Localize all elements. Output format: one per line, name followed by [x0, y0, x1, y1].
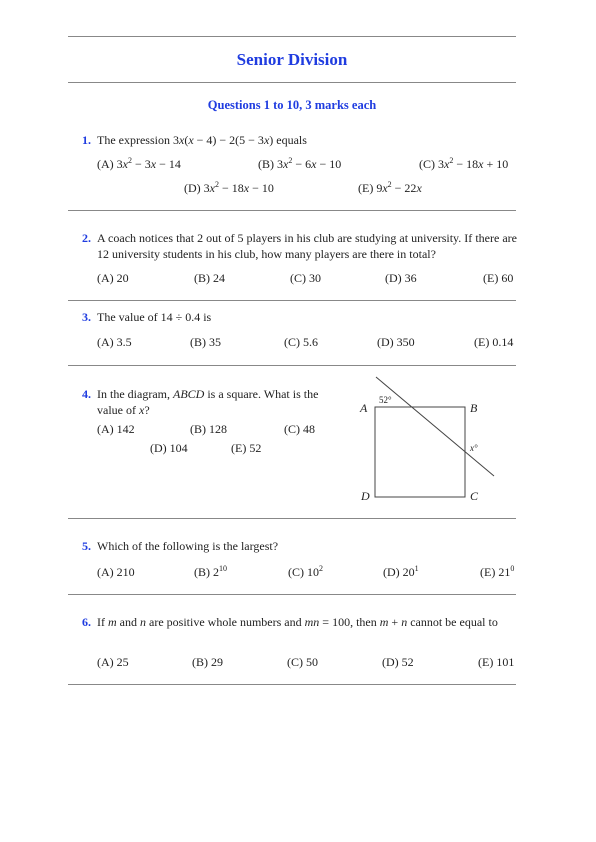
option-c[interactable]: (C) 30 — [290, 271, 321, 285]
option-e[interactable]: (E) 52 — [231, 441, 262, 455]
question-text: The expression 3x(x − 4) − 2(5 − 3x) equals — [97, 133, 307, 147]
vertex-label-a: A — [360, 401, 368, 415]
option-e[interactable]: (E) 0.14 — [474, 335, 514, 349]
question-number: 2. — [82, 231, 91, 245]
option-c[interactable]: (C) $10^2$ — [288, 564, 323, 579]
question-text: A coach notices that 2 out of 5 players in his club are studying at university. If there are 12 university students in his club, how many players are there in total? — [97, 231, 517, 261]
section-subtitle: Questions 1 to 10, 3 marks each — [207, 98, 377, 112]
option-e[interactable]: (E) $21^0$ — [480, 564, 515, 579]
vertex-label-c: C — [470, 489, 479, 503]
page-title: Senior Division — [236, 50, 348, 69]
divider — [68, 518, 516, 519]
option-a[interactable]: (A) 20 — [97, 271, 129, 285]
option-b[interactable]: (B) 24 — [194, 271, 225, 285]
option-e[interactable]: (E) 60 — [483, 271, 514, 285]
option-c[interactable]: (C) $3x^2 - 18x + 10$ — [419, 156, 509, 171]
transversal-line — [376, 377, 494, 476]
option-a[interactable]: (A) 210 — [97, 565, 135, 579]
option-d[interactable]: (D) 52 — [382, 655, 414, 669]
square-abcd — [375, 407, 465, 497]
option-a[interactable]: (A) $3x^2 - 3x - 14$ — [97, 156, 181, 171]
question-number: 6. — [82, 615, 91, 629]
option-d[interactable]: (D) $3x^2 - 18x - 10$ — [184, 180, 274, 195]
vertex-label-b: B — [470, 401, 478, 415]
option-a[interactable]: (A) 25 — [97, 655, 129, 669]
question-text: In the diagram, ABCD is a square. What is the value of x? — [97, 387, 319, 417]
question-text: If m and n are positive whole numbers and mn = 100, then m + n cannot be equal to — [97, 615, 498, 629]
option-c[interactable]: (C) 5.6 — [284, 335, 318, 349]
option-d[interactable]: (D) 104 — [150, 441, 188, 455]
option-b[interactable]: (B) $2^{10}$ — [194, 564, 227, 579]
question-number: 4. — [82, 387, 91, 401]
option-e[interactable]: (E) $9x^2 - 22x$ — [358, 180, 422, 195]
option-b[interactable]: (B) 35 — [190, 335, 221, 349]
bottom-rule — [68, 684, 516, 685]
option-d[interactable]: (D) 36 — [385, 271, 417, 285]
option-a[interactable]: (A) 3.5 — [97, 335, 132, 349]
vertex-label-d: D — [361, 489, 370, 503]
angle-label-given: 52° — [379, 395, 392, 405]
question-text: Which of the following is the largest? — [97, 539, 279, 553]
question-number: 5. — [82, 539, 91, 553]
question-text: The value of 14 ÷ 0.4 is — [97, 310, 212, 324]
option-d[interactable]: (D) $20^1$ — [383, 564, 419, 579]
question-number: 3. — [82, 310, 91, 324]
option-b[interactable]: (B) $3x^2 - 6x - 10$ — [258, 156, 342, 171]
question-number: 1. — [82, 133, 91, 147]
option-d[interactable]: (D) 350 — [377, 335, 415, 349]
option-c[interactable]: (C) 48 — [284, 422, 315, 436]
angle-label-unknown: x° — [470, 443, 478, 453]
option-e[interactable]: (E) 101 — [478, 655, 515, 669]
divider — [68, 594, 516, 595]
option-a[interactable]: (A) 142 — [97, 422, 135, 436]
option-c[interactable]: (C) 50 — [287, 655, 318, 669]
option-b[interactable]: (B) 29 — [192, 655, 223, 669]
option-b[interactable]: (B) 128 — [190, 422, 227, 436]
